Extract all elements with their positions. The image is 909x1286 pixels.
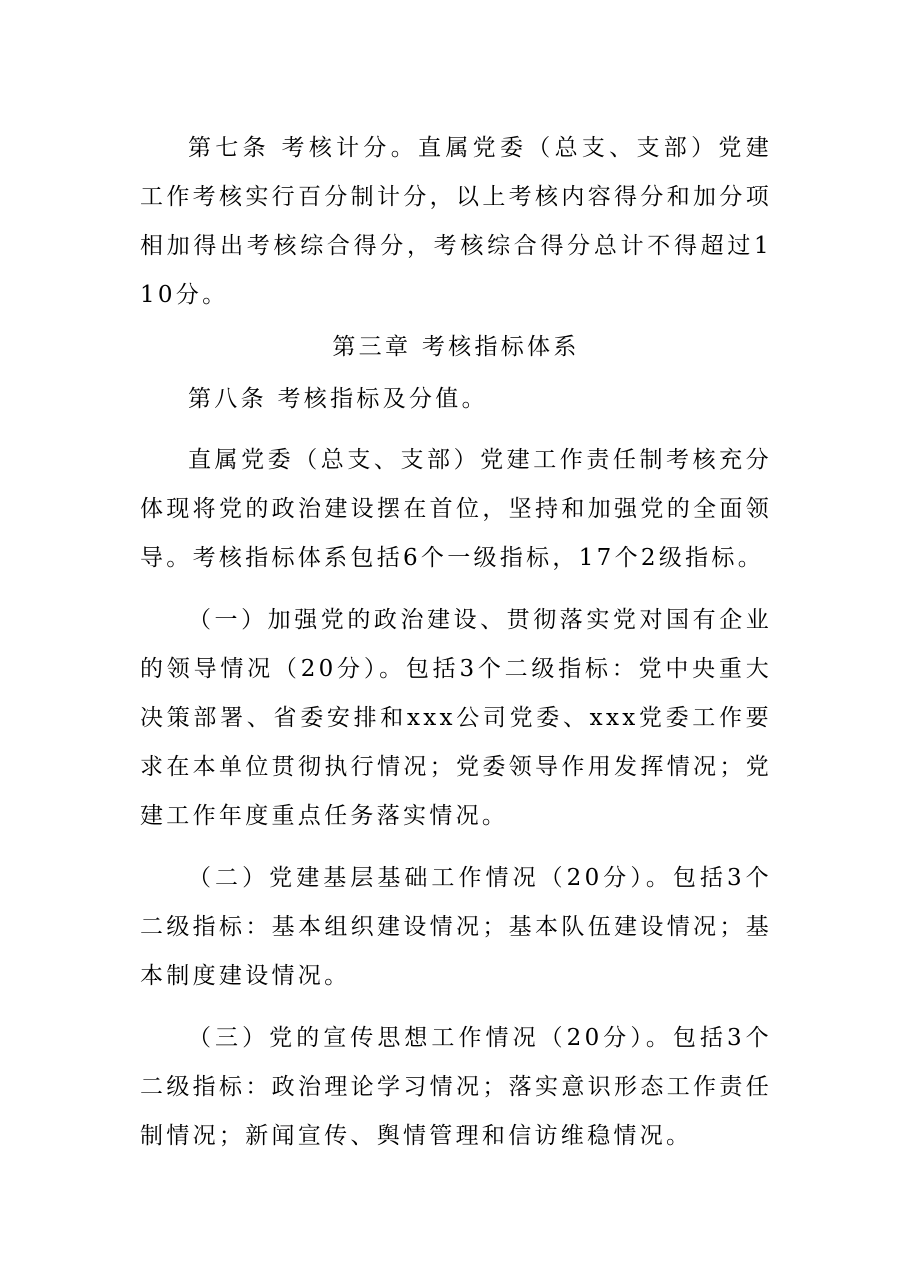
article-7-paragraph: 第七条 考核计分。直属党委（总支、支部）党建工作考核实行百分制计分，以上考核内容得分和加分项相加得出考核综合得分，考核综合得分总计不得超过110分。 [140,135,772,308]
item-2-paragraph: （二）党建基层基础工作情况（20分）。包括3个二级指标：基本组织建设情况；基本队伍建设情况；基本制度建设情况。 [140,865,772,989]
intro-paragraph: 直属党委（总支、支部）党建工作责任制考核充分体现将党的政治建设摆在首位，坚持和加强党的全面领导。考核指标体系包括6个一级指标，17个2级指标。 [140,447,772,571]
document-body [140,124,772,1161]
item-3-paragraph: （三）党的宣传思想工作情况（20分）。包括3个二级指标：政治理论学习情况；落实意识形态工作责任制情况；新闻宣传、舆情管理和信访维稳情况。 [140,1025,772,1149]
item-1-paragraph: （一）加强党的政治建设、贯彻落实党对国有企业的领导情况（20分）。包括3个二级指标：党中央重大决策部署、省委安排和xxx公司党委、xxx党委工作要求在本单位贯彻执行情况；党委领导作用发挥情况；党建工作年度重点任务落实情况。 [140,607,772,829]
chapter-3-heading: 第三章 考核指标体系 [332,334,580,360]
article-8-paragraph: 第八条 考核指标及分值。 [188,386,488,412]
